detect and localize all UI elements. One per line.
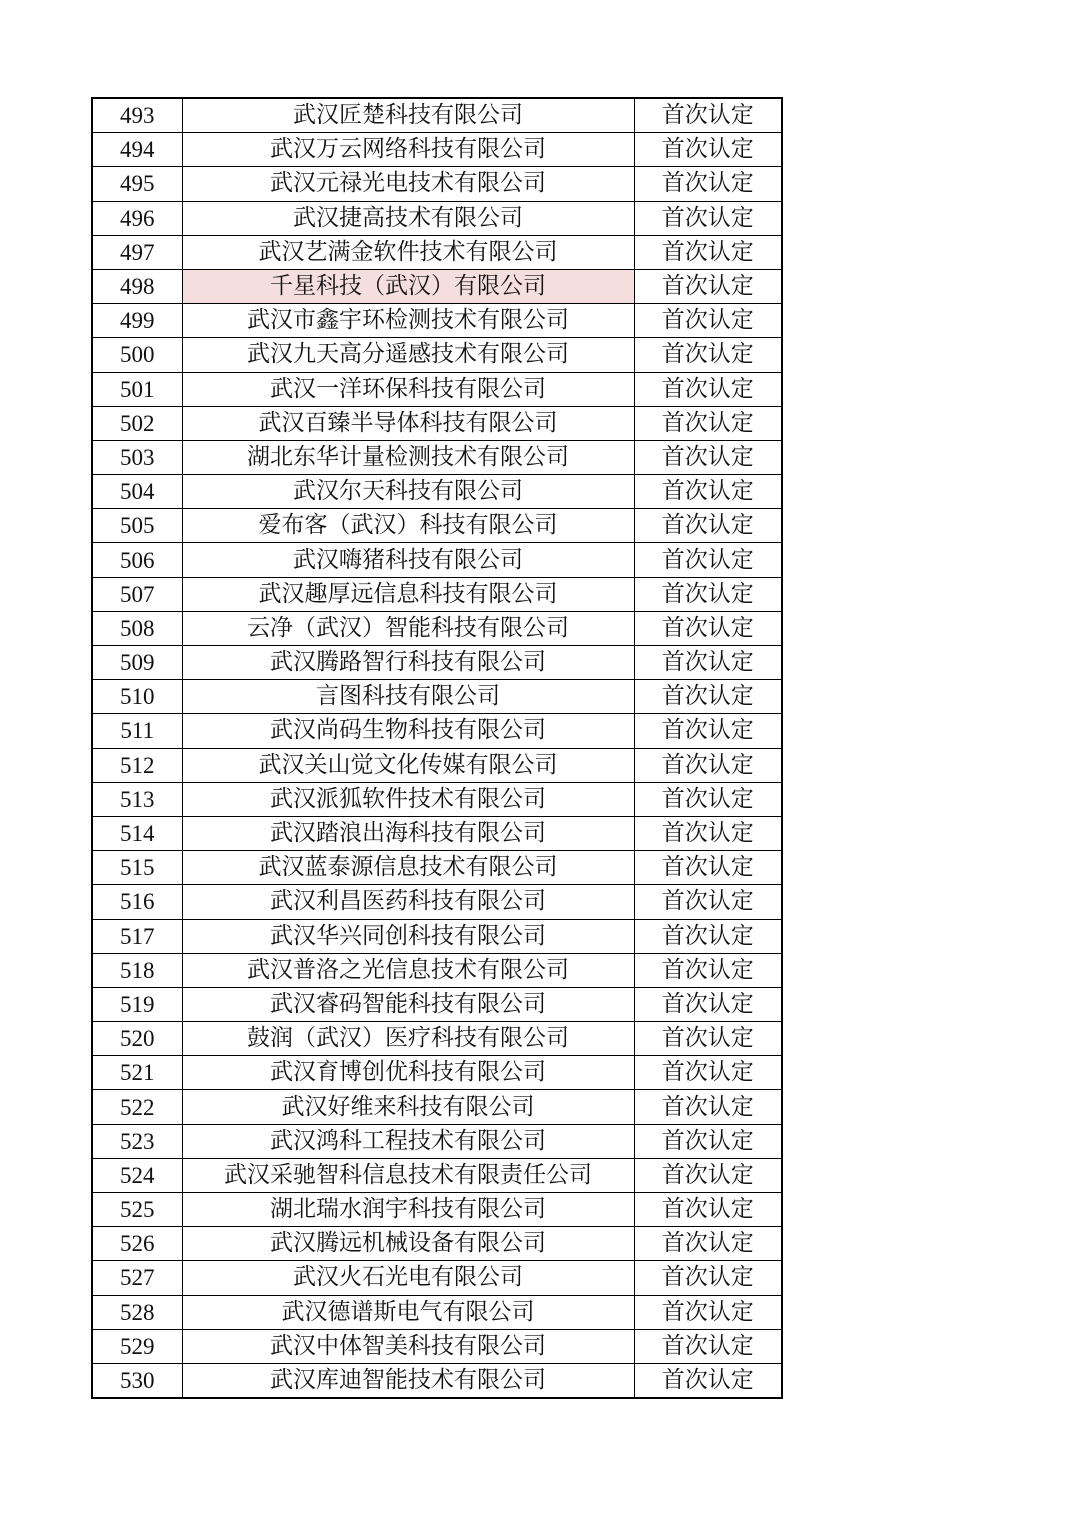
- table-row: [92, 987, 782, 1021]
- row-number-cell: 527: [92, 1261, 182, 1295]
- certification-status-cell: 首次认定: [634, 611, 782, 645]
- row-number-cell: 497: [92, 235, 182, 269]
- table-row: [92, 919, 782, 953]
- table-row: [92, 167, 782, 201]
- certification-status-cell: 首次认定: [634, 1124, 782, 1158]
- company-name-cell: 千星科技（武汉）有限公司: [182, 269, 634, 303]
- row-number-cell: 496: [92, 201, 182, 235]
- certification-status-cell: 首次认定: [634, 509, 782, 543]
- row-number-cell: 515: [92, 851, 182, 885]
- row-number-cell: 504: [92, 475, 182, 509]
- table-row: [92, 1261, 782, 1295]
- row-number-cell: 494: [92, 133, 182, 167]
- company-name-cell: 武汉匠楚科技有限公司: [182, 98, 634, 133]
- table-row: [92, 1329, 782, 1363]
- certification-status-cell: 首次认定: [634, 235, 782, 269]
- company-name-cell: 言图科技有限公司: [182, 680, 634, 714]
- company-name-cell: 武汉德谱斯电气有限公司: [182, 1295, 634, 1329]
- company-name-cell: 武汉库迪智能技术有限公司: [182, 1363, 634, 1398]
- table-row: [92, 646, 782, 680]
- company-name-cell: 武汉中体智美科技有限公司: [182, 1329, 634, 1363]
- table-row: [92, 885, 782, 919]
- certification-status-cell: 首次认定: [634, 372, 782, 406]
- table-row: [92, 816, 782, 850]
- row-number-cell: 512: [92, 748, 182, 782]
- table-row: [92, 304, 782, 338]
- certification-status-cell: 首次认定: [634, 304, 782, 338]
- certification-status-cell: 首次认定: [634, 475, 782, 509]
- certification-status-cell: 首次认定: [634, 1227, 782, 1261]
- table-row: [92, 133, 782, 167]
- company-name-cell: 武汉睿码智能科技有限公司: [182, 987, 634, 1021]
- row-number-cell: 501: [92, 372, 182, 406]
- row-number-cell: 502: [92, 406, 182, 440]
- certification-status-cell: 首次认定: [634, 543, 782, 577]
- table-row: [92, 475, 782, 509]
- table-row: [92, 1363, 782, 1398]
- company-name-cell: 武汉火石光电有限公司: [182, 1261, 634, 1295]
- company-name-cell: 武汉腾路智行科技有限公司: [182, 646, 634, 680]
- certification-status-cell: 首次认定: [634, 1158, 782, 1192]
- company-name-cell: 武汉好维来科技有限公司: [182, 1090, 634, 1124]
- company-name-cell: 武汉万云网络科技有限公司: [182, 133, 634, 167]
- company-name-cell: 爱布客（武汉）科技有限公司: [182, 509, 634, 543]
- row-number-cell: 493: [92, 98, 182, 133]
- table-row: [92, 98, 782, 133]
- company-name-cell: 云净（武汉）智能科技有限公司: [182, 611, 634, 645]
- row-number-cell: 508: [92, 611, 182, 645]
- row-number-cell: 529: [92, 1329, 182, 1363]
- table-row: [92, 372, 782, 406]
- table-row: [92, 1227, 782, 1261]
- company-name-cell: 武汉蓝泰源信息技术有限公司: [182, 851, 634, 885]
- company-name-cell: 武汉普洛之光信息技术有限公司: [182, 953, 634, 987]
- row-number-cell: 495: [92, 167, 182, 201]
- table-row: [92, 406, 782, 440]
- company-name-cell: 武汉捷高技术有限公司: [182, 201, 634, 235]
- row-number-cell: 509: [92, 646, 182, 680]
- certification-status-cell: 首次认定: [634, 1295, 782, 1329]
- certification-status-cell: 首次认定: [634, 440, 782, 474]
- table-row: [92, 1022, 782, 1056]
- certification-status-cell: 首次认定: [634, 748, 782, 782]
- certification-status-cell: 首次认定: [634, 851, 782, 885]
- row-number-cell: 519: [92, 987, 182, 1021]
- table-row: [92, 1090, 782, 1124]
- company-name-cell: 湖北东华计量检测技术有限公司: [182, 440, 634, 474]
- company-name-cell: 湖北瑞水润宇科技有限公司: [182, 1193, 634, 1227]
- certification-status-cell: 首次认定: [634, 1363, 782, 1398]
- table-row: [92, 201, 782, 235]
- certification-status-cell: 首次认定: [634, 714, 782, 748]
- row-number-cell: 500: [92, 338, 182, 372]
- row-number-cell: 511: [92, 714, 182, 748]
- certification-status-cell: 首次认定: [634, 1090, 782, 1124]
- company-name-cell: 武汉采驰智科信息技术有限责任公司: [182, 1158, 634, 1192]
- row-number-cell: 518: [92, 953, 182, 987]
- row-number-cell: 510: [92, 680, 182, 714]
- company-name-cell: 武汉市鑫宇环检测技术有限公司: [182, 304, 634, 338]
- table-row: [92, 269, 782, 303]
- table-row: [92, 543, 782, 577]
- row-number-cell: 525: [92, 1193, 182, 1227]
- row-number-cell: 505: [92, 509, 182, 543]
- table-row: [92, 611, 782, 645]
- table-row: [92, 714, 782, 748]
- row-number-cell: 499: [92, 304, 182, 338]
- table-row: [92, 680, 782, 714]
- row-number-cell: 506: [92, 543, 182, 577]
- table-row: [92, 1158, 782, 1192]
- row-number-cell: 517: [92, 919, 182, 953]
- row-number-cell: 524: [92, 1158, 182, 1192]
- row-number-cell: 513: [92, 782, 182, 816]
- row-number-cell: 498: [92, 269, 182, 303]
- company-name-cell: 武汉鸿科工程技术有限公司: [182, 1124, 634, 1158]
- row-number-cell: 530: [92, 1363, 182, 1398]
- company-name-cell: 武汉派狐软件技术有限公司: [182, 782, 634, 816]
- certification-status-cell: 首次认定: [634, 1022, 782, 1056]
- certification-status-cell: 首次认定: [634, 201, 782, 235]
- table-row: [92, 235, 782, 269]
- table-row: [92, 953, 782, 987]
- table-row: [92, 1124, 782, 1158]
- company-name-cell: 武汉踏浪出海科技有限公司: [182, 816, 634, 850]
- certification-status-cell: 首次认定: [634, 680, 782, 714]
- table-row: [92, 440, 782, 474]
- certification-status-cell: 首次认定: [634, 1329, 782, 1363]
- table-row: [92, 851, 782, 885]
- row-number-cell: 514: [92, 816, 182, 850]
- certification-status-cell: 首次认定: [634, 406, 782, 440]
- company-name-cell: 武汉尚码生物科技有限公司: [182, 714, 634, 748]
- company-name-cell: 武汉百臻半导体科技有限公司: [182, 406, 634, 440]
- table-body: [92, 98, 782, 1398]
- row-number-cell: 507: [92, 577, 182, 611]
- certification-status-cell: 首次认定: [634, 167, 782, 201]
- company-name-cell: 鼓润（武汉）医疗科技有限公司: [182, 1022, 634, 1056]
- table-row: [92, 1295, 782, 1329]
- certification-status-cell: 首次认定: [634, 338, 782, 372]
- company-name-cell: 武汉腾远机械设备有限公司: [182, 1227, 634, 1261]
- company-name-cell: 武汉利昌医药科技有限公司: [182, 885, 634, 919]
- row-number-cell: 522: [92, 1090, 182, 1124]
- table-row: [92, 782, 782, 816]
- row-number-cell: 516: [92, 885, 182, 919]
- certification-status-cell: 首次认定: [634, 269, 782, 303]
- row-number-cell: 523: [92, 1124, 182, 1158]
- certification-status-cell: 首次认定: [634, 987, 782, 1021]
- company-name-cell: 武汉嗨猪科技有限公司: [182, 543, 634, 577]
- table-row: [92, 338, 782, 372]
- certification-status-cell: 首次认定: [634, 1261, 782, 1295]
- certification-status-cell: 首次认定: [634, 782, 782, 816]
- company-name-cell: 武汉一洋环保科技有限公司: [182, 372, 634, 406]
- company-name-cell: 武汉元禄光电技术有限公司: [182, 167, 634, 201]
- table-row: [92, 509, 782, 543]
- certification-status-cell: 首次认定: [634, 953, 782, 987]
- certification-status-cell: 首次认定: [634, 98, 782, 133]
- row-number-cell: 520: [92, 1022, 182, 1056]
- row-number-cell: 503: [92, 440, 182, 474]
- company-name-cell: 武汉关山觉文化传媒有限公司: [182, 748, 634, 782]
- certification-status-cell: 首次认定: [634, 919, 782, 953]
- company-name-cell: 武汉艺满金软件技术有限公司: [182, 235, 634, 269]
- company-name-cell: 武汉尔天科技有限公司: [182, 475, 634, 509]
- certification-status-cell: 首次认定: [634, 1193, 782, 1227]
- company-name-cell: 武汉九天高分遥感技术有限公司: [182, 338, 634, 372]
- company-list-table: [91, 97, 783, 1399]
- table-row: [92, 577, 782, 611]
- certification-status-cell: 首次认定: [634, 646, 782, 680]
- certification-status-cell: 首次认定: [634, 577, 782, 611]
- company-name-cell: 武汉育博创优科技有限公司: [182, 1056, 634, 1090]
- certification-status-cell: 首次认定: [634, 1056, 782, 1090]
- table-row: [92, 1193, 782, 1227]
- row-number-cell: 526: [92, 1227, 182, 1261]
- certification-status-cell: 首次认定: [634, 885, 782, 919]
- certification-status-cell: 首次认定: [634, 133, 782, 167]
- company-name-cell: 武汉华兴同创科技有限公司: [182, 919, 634, 953]
- table-row: [92, 748, 782, 782]
- row-number-cell: 528: [92, 1295, 182, 1329]
- certification-status-cell: 首次认定: [634, 816, 782, 850]
- table-row: [92, 1056, 782, 1090]
- company-name-cell: 武汉趣厚远信息科技有限公司: [182, 577, 634, 611]
- row-number-cell: 521: [92, 1056, 182, 1090]
